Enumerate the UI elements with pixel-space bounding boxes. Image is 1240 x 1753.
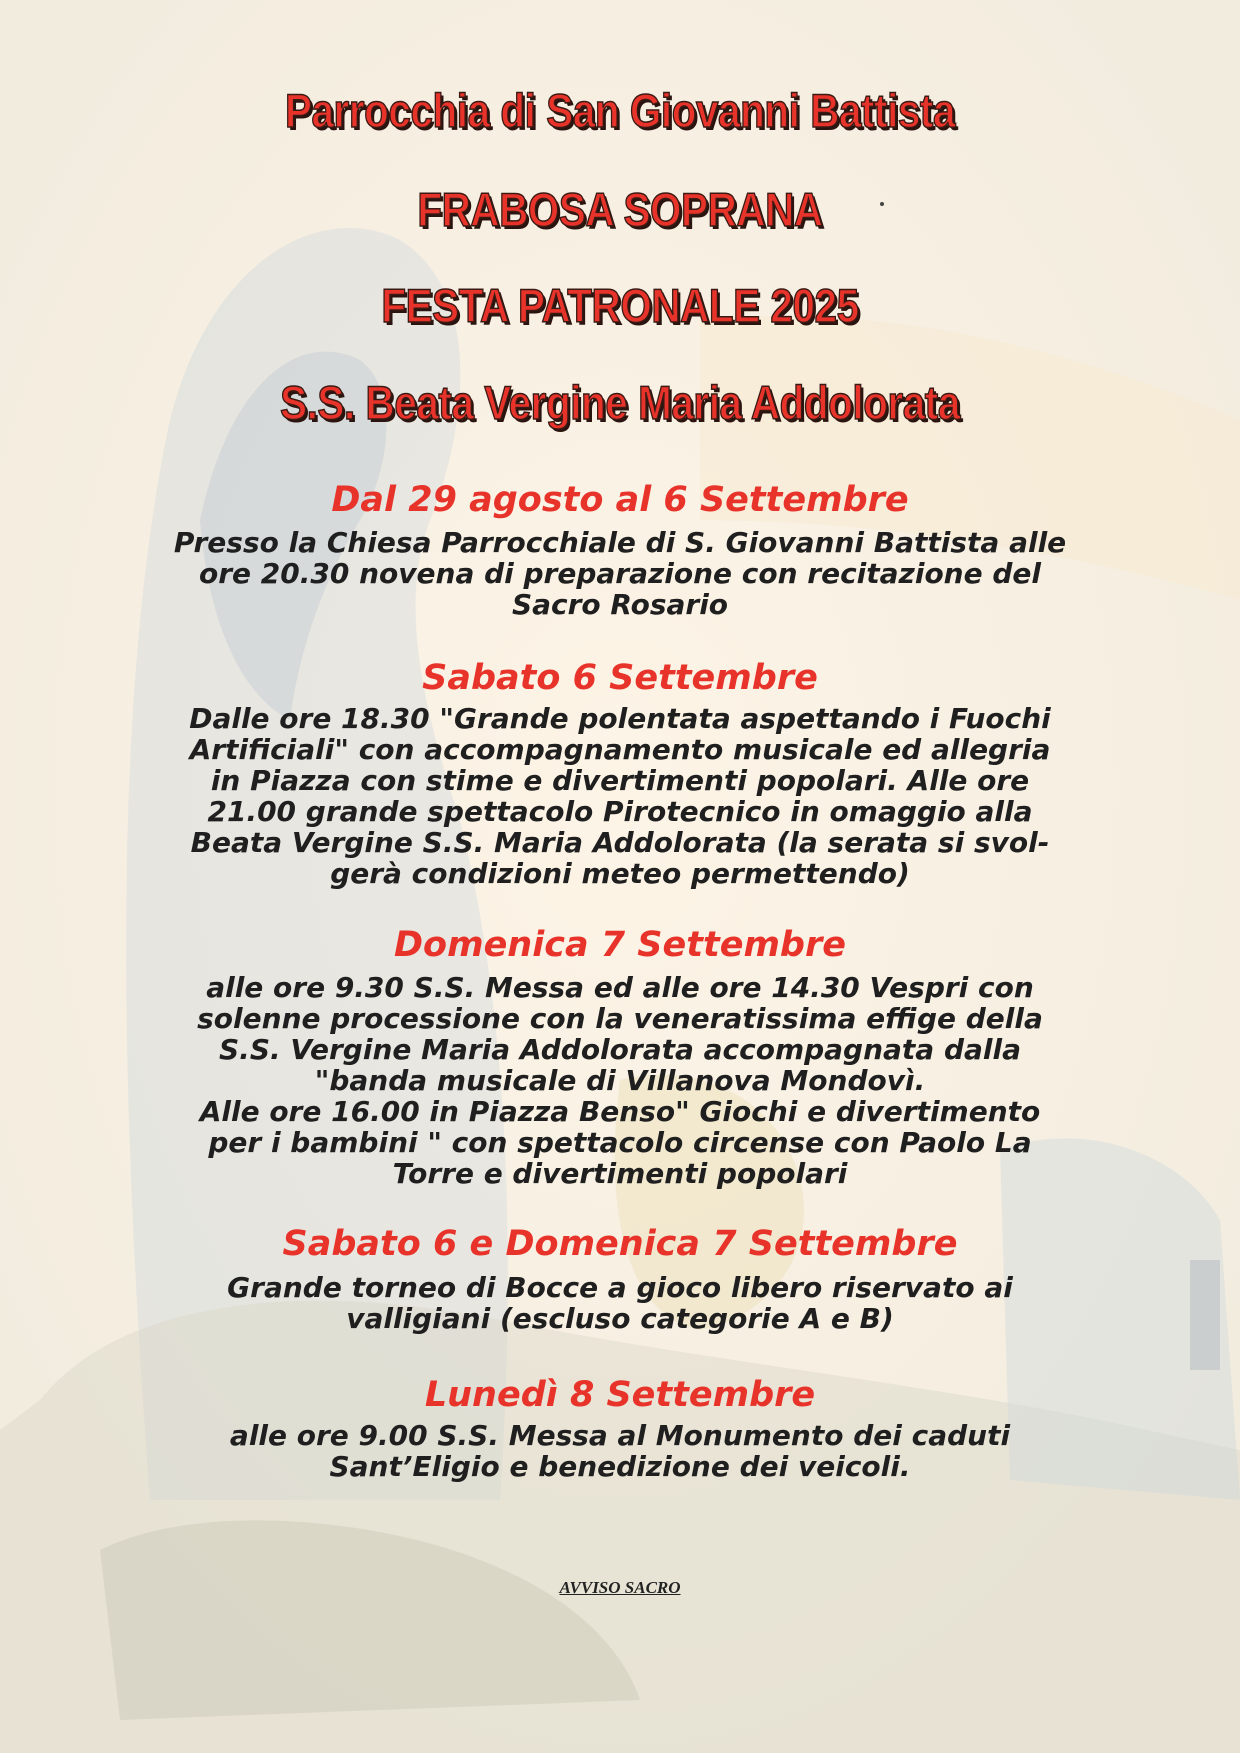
section-title-novena: Dal 29 agosto al 6 Settembre [331, 480, 909, 520]
section-body-monday [170, 1420, 1070, 1482]
ink-speck [880, 202, 884, 206]
body-line: S.S. Vergine Maria Addolorata accompagnata dalla [219, 1033, 1021, 1066]
section-title-sunday: Domenica 7 Settembre [394, 925, 846, 965]
section-body-saturday [170, 703, 1070, 889]
body-line: Presso la Chiesa Parrocchiale di S. Giovanni Battista alle [173, 526, 1067, 559]
body-line: Grande torneo di Bocce a gioco libero riservato ai [227, 1271, 1013, 1304]
body-line: alle ore 9.00 S.S. Messa al Monumento dei caduti [229, 1419, 1011, 1452]
body-line: valligiani (escluso categorie A e B) [346, 1302, 894, 1335]
body-line: Alle ore 16.00 in Piazza Benso" Giochi e divertimento [199, 1095, 1041, 1128]
body-line: per i bambini " con spettacolo circense con Paolo La [208, 1126, 1032, 1159]
section-body-sunday [170, 972, 1070, 1189]
section-body-novena [170, 527, 1070, 620]
body-line: 21.00 grande spettacolo Pirotecnico in omaggio alla [207, 795, 1033, 828]
section-body-bocce [170, 1272, 1070, 1334]
section-title-monday: Lunedì 8 Settembre [424, 1375, 816, 1415]
body-line: Torre e divertimenti popolari [392, 1157, 848, 1190]
body-line: ore 20.30 novena di preparazione con recitazione del [199, 557, 1041, 590]
festival-title: FESTA PATRONALE 2025 [381, 279, 859, 332]
body-line: Dalle ore 18.30 "Grande polentata aspettando i Fuochi [189, 702, 1051, 735]
body-line: in Piazza con stime e divertimenti popolari. Alle ore [210, 764, 1030, 797]
body-line: Artificiali" con accompagnamento musicale ed allegria [189, 733, 1051, 766]
body-line: solenne processione con la veneratissima effige della [197, 1002, 1043, 1035]
footer-note: AVVISO SACRO [559, 1578, 681, 1597]
parish-title: Parrocchia di San Giovanni Battista [284, 84, 956, 137]
body-line: "banda musicale di Villanova Mondovì. [314, 1064, 926, 1097]
body-line: Sant’Eligio e benedizione dei veicoli. [329, 1450, 911, 1483]
town-title: FRABOSA SOPRANA [417, 183, 823, 236]
dedication-title: S.S. Beata Vergine Maria Addolorata [280, 376, 960, 429]
section-title-bocce: Sabato 6 e Domenica 7 Settembre [282, 1224, 958, 1264]
body-line: Beata Vergine S.S. Maria Addolorata (la serata si svol- [190, 826, 1050, 859]
body-line: Sacro Rosario [511, 588, 729, 621]
body-line: gerà condizioni meteo permettendo) [330, 857, 910, 890]
section-title-saturday: Sabato 6 Settembre [422, 658, 818, 698]
body-line: alle ore 9.30 S.S. Messa ed alle ore 14.30 Vespri con [206, 971, 1034, 1004]
